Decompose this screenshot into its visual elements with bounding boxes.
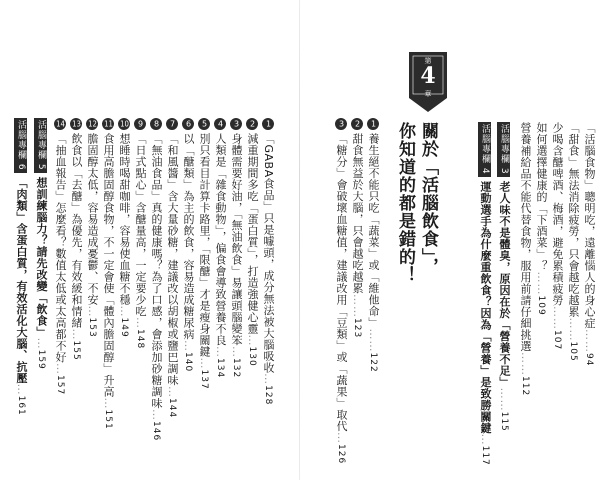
toc-page: 126 [336, 444, 346, 465]
toc-page: 117 [480, 445, 490, 466]
toc-column-entry: 活腦專欄 5想訓練腦力？請先改變「飲食」…159 [35, 120, 48, 370]
item-number: 1 [367, 118, 379, 130]
toc-text: 人類是「雜食動物」，偏食會導致營養不良 [214, 133, 227, 346]
item-number: 9 [134, 118, 146, 130]
toc-entry: 9「日式點心」含醣量高，一定要少吃…148 [134, 120, 147, 350]
toc-text: 「抽血報告」怎麼看？數值太低或太高都不好 [54, 133, 67, 363]
toc-text: 想訓練腦力？請先改變「飲食」 [35, 176, 48, 338]
toc-page: 144 [167, 398, 177, 419]
toc-entry: 「活腦食物」聰明吃，遠離惱人的身心症……94 [583, 122, 596, 367]
column-tag: 活腦專欄 5 [36, 120, 46, 171]
item-number: 11 [102, 118, 114, 130]
toc-text: 少喝含醣啤酒、梅酒，避免累積疲勞 [551, 122, 564, 306]
toc-text: 營養補給品不能代替食物，服用前請仔細挑選 [519, 122, 532, 352]
toc-entry: 2甜食無益於大腦，只會越吃越累……123 [351, 120, 364, 339]
toc-entry: 12膽固醇太低，容易造成憂鬱、不安…153 [86, 120, 99, 338]
toc-page: 149 [119, 317, 129, 338]
toc-page: 130 [247, 346, 257, 367]
column-tag: 活腦專欄 6 [16, 120, 26, 171]
toc-entry: 1「GABA食品」只是噱頭，成分無法被大腦吸收…128 [262, 120, 275, 406]
page-gutter [299, 0, 300, 480]
item-number: 1 [262, 118, 274, 130]
toc-page: 148 [135, 329, 145, 350]
toc-entry: 3身體需要好油，「無油飲食」易讓頭腦變笨…132 [230, 120, 243, 379]
toc-column-entry: 活腦專欄 6「肉類」含蛋白質，有效活化大腦、抗壓…161 [15, 120, 28, 416]
item-number: 13 [70, 118, 82, 130]
toc-column-entry: 活腦專欄 3老人味不是體臭，原因在於「營養不足」……115 [498, 124, 511, 432]
toc-page: 94 [584, 353, 594, 367]
item-number: 6 [182, 118, 194, 130]
toc-text: 「日式點心」含醣量高，一定要少吃 [134, 133, 147, 317]
toc-entry: 「甜食」無法消除疲勞，只會越吃越累……105 [567, 122, 580, 362]
toc-entry: 11食用高膽固醇食物，不一定會使「體內膽固醇」升高…151 [102, 120, 115, 430]
item-number: 7 [166, 118, 178, 130]
toc-page: 155 [71, 340, 81, 361]
toc-page: 134 [215, 358, 225, 379]
toc-text: 「GABA食品」只是噱頭，成分無法被大腦吸收 [262, 133, 275, 374]
chapter-label-bottom: 章 [424, 90, 432, 98]
chapter-title-line-1: 關於「活腦飲食」， [418, 122, 438, 276]
toc-page: 161 [16, 395, 26, 416]
toc-text: 「無油食品」真的健康嗎？為了口感，會添加砂糖調味 [150, 133, 163, 409]
toc-text: 運動選手為什麼重飲食？因為「營養」是致勝關鍵 [479, 180, 492, 434]
item-number: 14 [54, 118, 66, 130]
toc-page: 146 [151, 421, 161, 442]
toc-entry: 2減重期間多吃「蛋白質」，打造強健心靈…130 [246, 120, 259, 367]
toc-text: 甜食無益於大腦，只會越吃越累 [351, 133, 364, 294]
item-number: 10 [118, 118, 130, 130]
toc-entry: 13飲食以「去醣」為優先，有效緩和情緒…155 [70, 120, 83, 361]
toc-text: 「糖分」會破壞血糖值，建議改用「豆類」或「蔬果」取代 [335, 133, 348, 432]
toc-entry: 10想睡時喝甜咖啡，容易使血糖不穩…149 [118, 120, 131, 338]
item-number: 5 [198, 118, 210, 130]
toc-text: 食用高膽固醇食物，不一定會使「體內膽固醇」升高 [102, 133, 115, 398]
toc-text: 「活腦食物」聰明吃，遠離惱人的身心症 [583, 122, 596, 329]
toc-entry: 14「抽血報告」怎麼看？數值太低或太高都不好…157 [54, 120, 67, 396]
item-number: 3 [230, 118, 242, 130]
toc-page: 137 [199, 369, 209, 390]
toc-page: 115 [499, 411, 509, 432]
toc-text: 別只看目計算卡路里，「限醣」才是瘦身關鍵 [198, 133, 211, 358]
toc-text: 如何選擇健康的「下酒菜」？ [535, 122, 548, 272]
toc-text: 「和風醬」含大量砂糖，建議改以胡椒或鹽巴調味 [166, 133, 179, 386]
item-number: 2 [246, 118, 258, 130]
toc-page: 105 [568, 341, 578, 362]
toc-page: 122 [368, 352, 378, 373]
item-number: 4 [214, 118, 226, 130]
chapter-label-top: 第 [424, 57, 432, 65]
item-number: 2 [351, 118, 363, 130]
toc-page: 109 [536, 295, 546, 316]
toc-entry: 3「糖分」會破壞血糖值，建議改用「豆類」或「蔬果」取代…126 [335, 120, 348, 465]
toc-text: 減重期間多吃「蛋白質」，打造強健心靈 [246, 133, 259, 335]
toc-text: 老人味不是體臭，原因在於「營養不足」 [498, 180, 511, 388]
toc-text: 養生絕不能只吃「蔬菜」或「維他命」 [367, 133, 380, 329]
toc-entry: 7「和風醬」含大量砂糖，建議改以胡椒或鹽巴調味…144 [166, 120, 179, 419]
toc-entry: 1養生絕不能只吃「蔬菜」或「維他命」……122 [367, 120, 380, 373]
item-number: 12 [86, 118, 98, 130]
toc-text: 膽固醇太低，容易造成憂鬱、不安 [86, 133, 99, 306]
toc-text: 「甜食」無法消除疲勞，只會越吃越累 [567, 122, 580, 318]
toc-page: 107 [552, 330, 562, 351]
item-number: 3 [335, 118, 347, 130]
toc-page: 128 [263, 385, 273, 406]
column-tag: 活腦專欄 4 [480, 124, 490, 175]
toc-entry: 營養補給品不能代替食物，服用前請仔細挑選……112 [519, 122, 532, 397]
chapter-badge [409, 52, 447, 112]
item-number: 8 [150, 118, 162, 130]
toc-page: 159 [36, 349, 46, 370]
toc-page: 151 [103, 409, 113, 430]
toc-entry: 如何選擇健康的「下酒菜」？……109 [535, 122, 548, 316]
toc-page: 132 [231, 358, 241, 379]
toc-text: 飲食以「去醣」為優先，有效緩和情緒 [70, 133, 83, 329]
toc-page: 112 [520, 376, 530, 397]
toc-text: 「肉類」含蛋白質，有效活化大腦、抗壓 [15, 176, 28, 384]
toc-page: 153 [87, 317, 97, 338]
toc-column-entry: 活腦專欄 4運動選手為什麼重飲食？因為「營養」是致勝關鍵…117 [479, 124, 492, 466]
toc-page: 123 [352, 318, 362, 339]
toc-entry: 6以「醣類」為主的飲食，容易造成糖尿病…140 [182, 120, 195, 373]
chapter-number: 4 [420, 63, 436, 89]
toc-text: 想睡時喝甜咖啡，容易使血糖不穩 [118, 133, 131, 306]
toc-page: 157 [55, 375, 65, 396]
column-tag: 活腦專欄 3 [499, 124, 509, 175]
toc-entry: 4人類是「雜食動物」，偏食會導致營養不良…134 [214, 120, 227, 379]
toc-page: 140 [183, 352, 193, 373]
chapter-title-line-2: 你知道的都是錯的！ [395, 122, 415, 284]
toc-entry: 少喝含醣啤酒、梅酒，避免累積疲勞……107 [551, 122, 564, 351]
toc-entry: 8「無油食品」真的健康嗎？為了口感，會添加砂糖調味…146 [150, 120, 163, 442]
toc-text: 身體需要好油，「無油飲食」易讓頭腦變笨 [230, 133, 243, 346]
toc-text: 以「醣類」為主的飲食，容易造成糖尿病 [182, 133, 195, 340]
toc-entry: 5別只看目計算卡路里，「限醣」才是瘦身關鍵…137 [198, 120, 211, 390]
